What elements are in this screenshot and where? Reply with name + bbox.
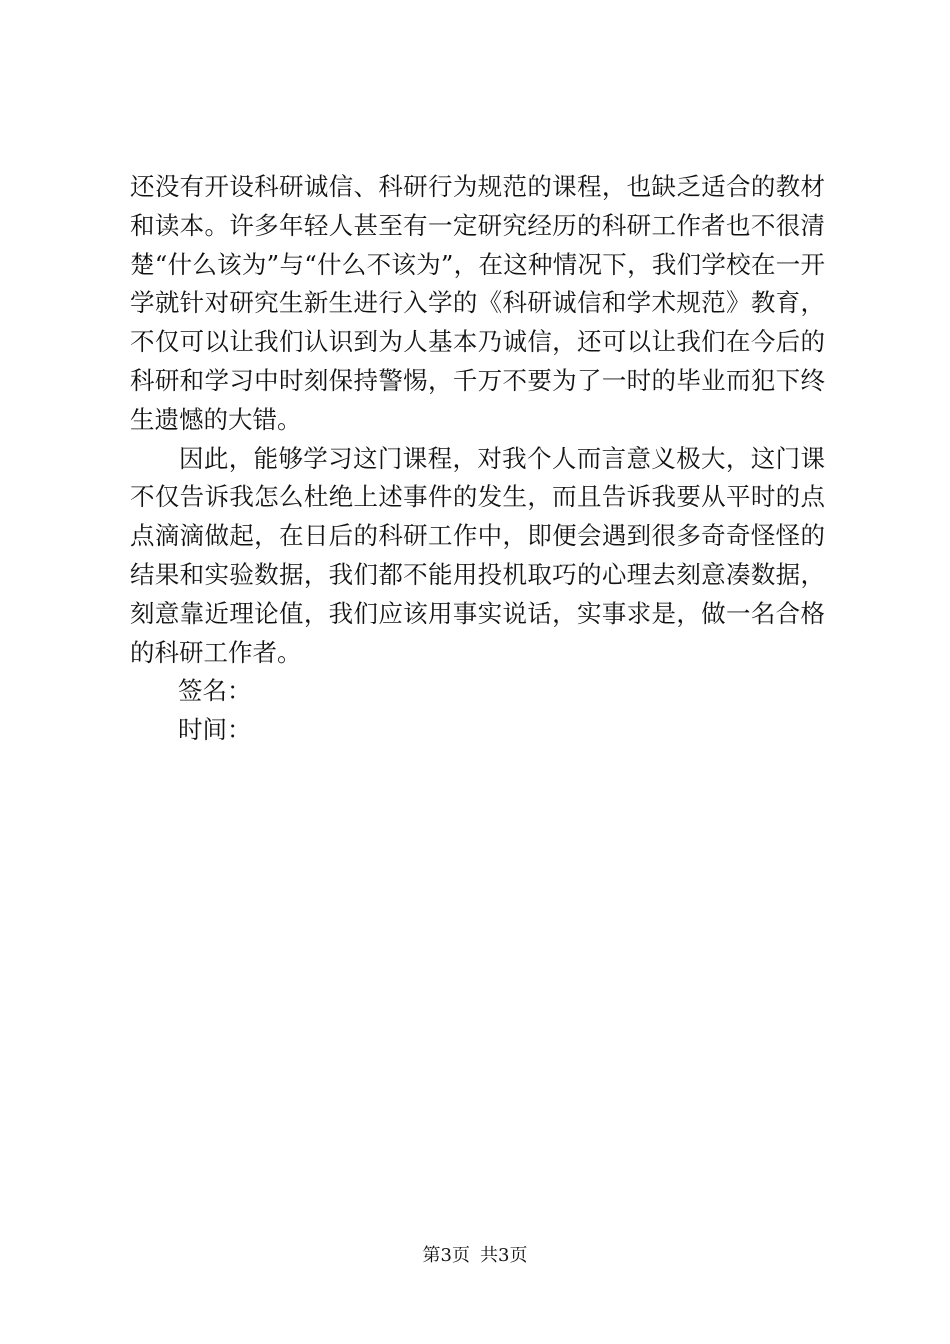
page-footer (0, 1244, 950, 1268)
paragraph-continuation: 还没有开设科研诚信、科研行为规范的课程，也缺乏适合的教材和读本。许多年轻人甚至有一定研究经历的科研工作者也不很清楚“什么该为”与“什么不该为”，在这种情况下，我们学校在一开学就针对研究生新生进行入学的《科研诚信和学术规范》教育，不仅可以让我们认识到为人基本乃诚信，还可以让我们在今后的科研和学习中时刻保持警惕，千万不要为了一时的毕业而犯下终生遗憾的大错。 (130, 172, 825, 434)
time-label: 时间： (178, 715, 252, 745)
page-number-current: 第3页 (422, 1245, 470, 1266)
page-number-total: 共3页 (480, 1245, 528, 1266)
signature-label: 签名： (178, 676, 252, 706)
paragraph-conclusion: 因此，能够学习这门课程，对我个人而言意义极大，这门课不仅告诉我怎么杜绝上述事件的发生，而且告诉我要从平时的点点滴滴做起，在日后的科研工作中，即便会遇到很多奇奇怪怪的结果和实验数据，我们都不能用投机取巧的心理去刻意凑数据，刻意靠近理论值，我们应该用事实说话，实事求是，做一名合格的科研工作者。 (130, 443, 825, 667)
document-body (130, 168, 825, 750)
